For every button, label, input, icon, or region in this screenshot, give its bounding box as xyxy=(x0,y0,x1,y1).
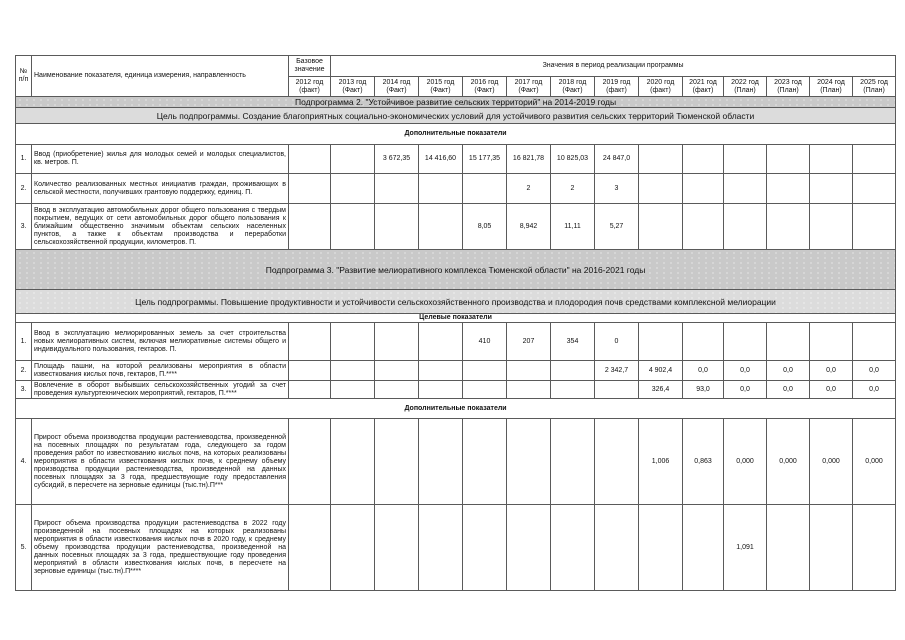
value-cell xyxy=(419,505,463,591)
value-cell xyxy=(507,419,551,505)
header-row-1 xyxy=(16,56,896,77)
value-cell xyxy=(289,419,331,505)
value-cell: 0,0 xyxy=(853,381,896,399)
subprogram-2-goal: Цель подпрограммы. Создание благоприятных социально-экономических условий для устойчивого развития сельских территорий Тюменской области xyxy=(16,108,896,124)
header-year: 2013 год (Факт) xyxy=(331,77,375,97)
row-number: 2. xyxy=(16,174,32,204)
value-cell xyxy=(289,174,331,204)
subprogram-3-title-row xyxy=(16,250,896,290)
value-cell xyxy=(419,419,463,505)
indicator-name: Ввод в эксплуатацию автомобильных дорог общего пользования с твердым покрытием, ведущих от сети автомобильных дорог общего пользования к ближайшим общественно значимым объектам сельских населенных пунктов, а также к объектам производства и переработки сельскохозяйственной продукции, километров. П. xyxy=(32,204,289,250)
indicator-name: Площадь пашни, на которой реализованы мероприятия в области известкования кислых почв, гектаров, П.**** xyxy=(32,361,289,381)
subprogram-2-section-row xyxy=(16,124,896,145)
value-cell: 354 xyxy=(551,323,595,361)
value-cell xyxy=(810,174,853,204)
indicator-name: Ввод (приобретение) жилья для молодых семей и молодых специалистов, кв. метров. П. xyxy=(32,145,289,174)
value-cell: 93,0 xyxy=(683,381,724,399)
value-cell: 0,0 xyxy=(724,381,767,399)
table-row xyxy=(16,323,896,361)
value-cell xyxy=(375,419,419,505)
value-cell xyxy=(724,204,767,250)
value-cell: 1,006 xyxy=(639,419,683,505)
value-cell: 0,000 xyxy=(810,419,853,505)
value-cell: 15 177,35 xyxy=(463,145,507,174)
table-row xyxy=(16,204,896,250)
subprogram-3-goal-row xyxy=(16,290,896,314)
value-cell xyxy=(595,419,639,505)
value-cell: 11,11 xyxy=(551,204,595,250)
value-cell xyxy=(639,204,683,250)
row-number: 1. xyxy=(16,323,32,361)
value-cell xyxy=(767,204,810,250)
value-cell xyxy=(853,204,896,250)
value-cell xyxy=(375,361,419,381)
row-number: 3. xyxy=(16,381,32,399)
value-cell xyxy=(724,174,767,204)
value-cell xyxy=(639,323,683,361)
subprogram-3-section-extra: Дополнительные показатели xyxy=(16,399,896,419)
value-cell: 0,0 xyxy=(724,361,767,381)
value-cell xyxy=(639,145,683,174)
value-cell: 0,000 xyxy=(853,419,896,505)
value-cell xyxy=(683,145,724,174)
value-cell xyxy=(331,323,375,361)
value-cell xyxy=(767,174,810,204)
value-cell: 0,0 xyxy=(767,381,810,399)
value-cell xyxy=(683,174,724,204)
value-cell xyxy=(331,381,375,399)
value-cell xyxy=(683,204,724,250)
value-cell xyxy=(463,174,507,204)
subprogram-3-title: Подпрограмма 3. "Развитие мелиоративного комплекса Тюменской области" на 2016-2021 годы xyxy=(16,250,896,290)
value-cell xyxy=(724,145,767,174)
value-cell xyxy=(551,505,595,591)
row-number: 1. xyxy=(16,145,32,174)
header-name: Наименование показателя, единица измерения, направленность xyxy=(32,56,289,97)
value-cell: 5,27 xyxy=(595,204,639,250)
header-year: 2017 год (Факт) xyxy=(507,77,551,97)
value-cell xyxy=(375,381,419,399)
header-year: 2022 год (План) xyxy=(724,77,767,97)
header-year: 2024 год (План) xyxy=(810,77,853,97)
subprogram-2-title: Подпрограмма 2. "Устойчивое развитие сельских территорий" на 2014-2019 годы xyxy=(16,97,896,108)
subprogram-3-goal: Цель подпрограммы. Повышение продуктивности и устойчивости сельскохозяйственного производства и плодородия почв средствами комплексной мелиорации xyxy=(16,290,896,314)
value-cell xyxy=(639,174,683,204)
value-cell: 24 847,0 xyxy=(595,145,639,174)
value-cell xyxy=(419,381,463,399)
row-number: 3. xyxy=(16,204,32,250)
value-cell xyxy=(767,145,810,174)
value-cell xyxy=(289,505,331,591)
header-year: 2015 год (Факт) xyxy=(419,77,463,97)
value-cell xyxy=(419,323,463,361)
header-year: 2018 год (Факт) xyxy=(551,77,595,97)
value-cell: 0,000 xyxy=(724,419,767,505)
value-cell xyxy=(289,204,331,250)
header-num: № п/п xyxy=(16,56,32,97)
table-row xyxy=(16,174,896,204)
value-cell xyxy=(289,381,331,399)
row-number: 5. xyxy=(16,505,32,591)
value-cell xyxy=(853,174,896,204)
table-row xyxy=(16,145,896,174)
value-cell: 2 342,7 xyxy=(595,361,639,381)
value-cell xyxy=(595,381,639,399)
value-cell xyxy=(853,505,896,591)
header-year: 2021 год (факт) xyxy=(683,77,724,97)
value-cell xyxy=(767,505,810,591)
value-cell: 8,05 xyxy=(463,204,507,250)
value-cell: 10 825,03 xyxy=(551,145,595,174)
indicator-name: Прирост объема производства продукции растениеводства в 2022 году произведенной на посевных площадях на которых реализованы мероприятия в области известкования кислых почв в 2020 году, к среднему объему производства продукции растениеводства, произведенной на данных посевных площадях за 3 года, предшествующие году проведения мероприятий в области известкования кислых почв, в пересчете на зерновые единицы (тыс.тн).П**** xyxy=(32,505,289,591)
value-cell xyxy=(331,174,375,204)
value-cell xyxy=(419,204,463,250)
table-row xyxy=(16,361,896,381)
value-cell xyxy=(289,361,331,381)
value-cell xyxy=(331,419,375,505)
value-cell: 410 xyxy=(463,323,507,361)
value-cell: 0,000 xyxy=(767,419,810,505)
subprogram-2-goal-row xyxy=(16,108,896,124)
value-cell xyxy=(463,505,507,591)
value-cell: 0,0 xyxy=(810,381,853,399)
indicator-name: Количество реализованных местных инициатив граждан, проживающих в сельской местности, получивших грантовую поддержку, единиц. П. xyxy=(32,174,289,204)
value-cell xyxy=(853,145,896,174)
value-cell: 2 xyxy=(551,174,595,204)
value-cell xyxy=(724,323,767,361)
header-year: 2019 год (факт) xyxy=(595,77,639,97)
value-cell: 3 xyxy=(595,174,639,204)
value-cell: 8,942 xyxy=(507,204,551,250)
value-cell: 326,4 xyxy=(639,381,683,399)
value-cell xyxy=(375,505,419,591)
value-cell xyxy=(507,505,551,591)
value-cell: 0,0 xyxy=(683,361,724,381)
value-cell: 1,091 xyxy=(724,505,767,591)
subprogram-3-section-extra-row xyxy=(16,399,896,419)
header-year: 2020 год (факт) xyxy=(639,77,683,97)
value-cell xyxy=(331,145,375,174)
row-number: 4. xyxy=(16,419,32,505)
table-row xyxy=(16,419,896,505)
value-cell: 14 416,60 xyxy=(419,145,463,174)
value-cell xyxy=(767,323,810,361)
value-cell xyxy=(595,505,639,591)
value-cell: 0,0 xyxy=(810,361,853,381)
value-cell xyxy=(551,361,595,381)
value-cell: 0,863 xyxy=(683,419,724,505)
subprogram-3-section-target-row xyxy=(16,314,896,323)
value-cell xyxy=(683,505,724,591)
subprogram-2-title-row xyxy=(16,97,896,108)
header-period: Значения в период реализации программы xyxy=(331,56,896,77)
value-cell xyxy=(551,381,595,399)
value-cell xyxy=(507,361,551,381)
value-cell: 0,0 xyxy=(767,361,810,381)
value-cell xyxy=(810,204,853,250)
value-cell: 0,0 xyxy=(853,361,896,381)
table-row xyxy=(16,505,896,591)
subprogram-2-section: Дополнительные показатели xyxy=(16,124,896,145)
indicator-name: Вовлечение в оборот выбывших сельскохозяйственных угодий за счет проведения культуртехнических мероприятий, гектаров, П.**** xyxy=(32,381,289,399)
value-cell xyxy=(463,361,507,381)
value-cell xyxy=(331,361,375,381)
value-cell: 16 821,78 xyxy=(507,145,551,174)
value-cell xyxy=(551,419,595,505)
value-cell: 0 xyxy=(595,323,639,361)
value-cell xyxy=(331,204,375,250)
value-cell xyxy=(853,323,896,361)
value-cell xyxy=(419,361,463,381)
value-cell: 4 902,4 xyxy=(639,361,683,381)
header-year: 2012 год (факт) xyxy=(289,77,331,97)
header-year: 2016 год (Факт) xyxy=(463,77,507,97)
value-cell xyxy=(289,145,331,174)
value-cell xyxy=(289,323,331,361)
value-cell xyxy=(375,204,419,250)
value-cell xyxy=(683,323,724,361)
value-cell: 2 xyxy=(507,174,551,204)
value-cell xyxy=(375,323,419,361)
indicator-name: Ввод в эксплуатацию мелиорированных земель за счет строительства новых мелиоративных систем, включая мелиоративные системы общего и индивидуального пользования, гектаров. П. xyxy=(32,323,289,361)
value-cell xyxy=(639,505,683,591)
value-cell: 3 672,35 xyxy=(375,145,419,174)
header-year: 2025 год (План) xyxy=(853,77,896,97)
value-cell xyxy=(463,381,507,399)
value-cell xyxy=(375,174,419,204)
value-cell xyxy=(507,381,551,399)
subprogram-3-section-target: Целевые показатели xyxy=(16,314,896,323)
header-year: 2014 год (Факт) xyxy=(375,77,419,97)
header-year: 2023 год (План) xyxy=(767,77,810,97)
indicator-name: Прирост объема производства продукции растениеводства, произведенной на посевных площадях по результатам года, следующего за годом проведения работ по известкованию кислых почв, на которых реализованы мероприятия в области известкования кислых почв, к среднему объему производства продукции растениеводства, произведенной на данных посевных площадях за 3 года, предшествующие году предоставления субсидий, в пересчете на зерновые единицы (тыс.тн).П*** xyxy=(32,419,289,505)
value-cell xyxy=(463,419,507,505)
value-cell xyxy=(810,323,853,361)
header-base: Базовое значение xyxy=(289,56,331,77)
table-row xyxy=(16,381,896,399)
value-cell xyxy=(419,174,463,204)
row-number: 2. xyxy=(16,361,32,381)
value-cell xyxy=(810,145,853,174)
value-cell xyxy=(810,505,853,591)
value-cell: 207 xyxy=(507,323,551,361)
value-cell xyxy=(331,505,375,591)
indicators-table xyxy=(15,55,896,591)
